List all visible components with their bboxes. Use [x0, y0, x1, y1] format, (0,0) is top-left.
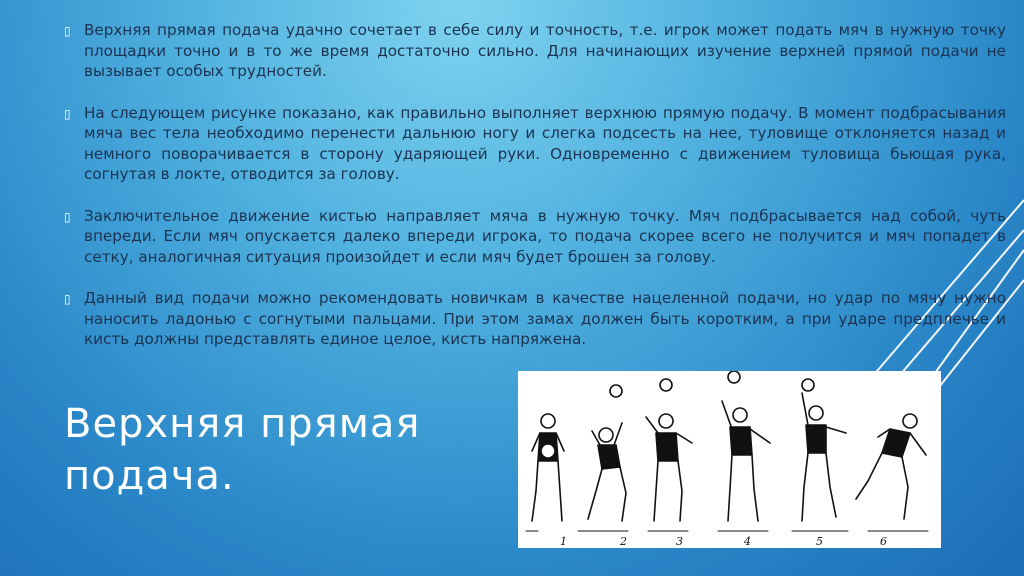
- bullet-item: [62, 288, 1006, 350]
- bullet-text: На следующем рисунке показано, как правильно выполняет верхнюю прямую подачу. В момент подбрасывания мяча вес тела необходимо перенести дальнюю ногу и слегка подсесть на нее, туловище отклоняется назад и немного поворачивается в сторону ударяющей руки. Одновременно с движением туловища бьющая рука, согнутая в локте, отводится за голову.: [84, 103, 1006, 183]
- player-figure-6: [856, 414, 926, 519]
- bullet-item: [62, 103, 1006, 185]
- bullet-marker: ▯: [64, 209, 71, 224]
- bullet-item: [62, 20, 1006, 82]
- figure-number: 4: [744, 535, 751, 548]
- bullet-marker: ▯: [64, 24, 71, 38]
- ball-icon: [802, 379, 814, 391]
- figure-number: 5: [816, 535, 823, 548]
- player-figure-3: [646, 414, 692, 521]
- player-figure-5: [802, 393, 846, 521]
- slide-title-line1: Верхняя прямая: [64, 401, 421, 447]
- figure-number: 1: [560, 535, 567, 548]
- player-figure-4: [722, 401, 770, 521]
- bullet-text: Заключительное движение кистью направляет мяча в нужную точку. Мяч подбрасывается над собой, чуть впереди. Если мяч опускается далеко впереди игрока, то подача скорее всего не получится и мяч попадет в сетку, аналогичная ситуация произойдет и если мяч будет брошен за голову.: [84, 206, 1006, 266]
- ball-icon: [610, 385, 622, 397]
- slide-title: [64, 398, 484, 502]
- player-figure-2: [588, 423, 626, 521]
- serve-illustration: [518, 371, 941, 548]
- bullet-item: [62, 206, 1006, 268]
- player-figure-1: [532, 414, 564, 521]
- ball-icon: [660, 379, 672, 391]
- figure-number: 6: [880, 535, 887, 548]
- bullet-text: Верхняя прямая подача удачно сочетает в себе силу и точность, т.е. игрок может подать мяч в нужную точку площадки точно и в то же время достаточно сильно. Для начинающих изучение верхней прямой подачи не вызывает особых трудностей.: [84, 21, 1006, 80]
- ball-icon: [728, 371, 740, 383]
- slide-title-line2: подача.: [64, 453, 235, 499]
- figure-number: 2: [620, 535, 627, 548]
- bullet-marker: ▯: [64, 106, 71, 121]
- bullet-text: Данный вид подачи можно рекомендовать новичкам в качестве нацеленной подачи, но удар по мячу нужно наносить ладонью с согнутыми пальцами. При этом замах должен быть коротким, а при ударе предплечье и кисть должны представлять единое целое, кисть напряжена.: [84, 289, 1006, 348]
- figure-number: 3: [676, 535, 683, 548]
- bullet-marker: ▯: [64, 292, 71, 306]
- figure-numbers: [560, 535, 887, 548]
- serve-sequence-drawing: [518, 371, 941, 548]
- bullet-list: [62, 20, 1006, 371]
